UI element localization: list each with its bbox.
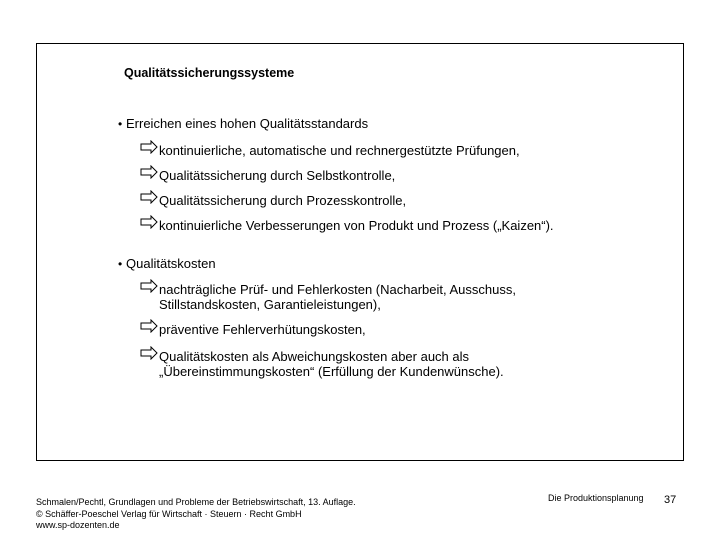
list-item (140, 322, 366, 337)
list-item-text: Qualitätssicherung durch Prozesskontrolle, (159, 193, 407, 208)
list-item-text: Qualitätskosten als Abweichungskosten aber auch als „Übereinstimmungskosten“ (Erfüllung der Kundenwünsche). (159, 349, 504, 379)
list-item-text: kontinuierliche Verbesserungen von Produkt und Prozess („Kaizen“). (159, 218, 554, 233)
arrow-right-icon (140, 165, 159, 179)
list-item (140, 193, 406, 208)
arrow-right-icon (140, 140, 159, 154)
bullet-icon: • (118, 117, 123, 131)
page-number: 37 (664, 494, 677, 506)
list-item (140, 168, 395, 183)
section-heading-quality-costs: • Qualitätskosten (118, 256, 216, 271)
list-item-text: Qualitätssicherung durch Selbstkontrolle, (159, 168, 396, 183)
footer-citation-line: Schmalen/Pechtl, Grundlagen und Probleme der Betriebswirtschaft, 13. Auflage. (36, 497, 356, 507)
arrow-right-icon (140, 346, 159, 360)
list-item (140, 143, 520, 158)
slide-frame (36, 43, 684, 461)
list-item-text: kontinuierliche, automatische und rechnergestützte Prüfungen, (159, 143, 520, 158)
list-item (140, 349, 504, 379)
bullet-icon: • (118, 257, 123, 271)
section-heading-quality-standards: • Erreichen eines hohen Qualitätsstandards (118, 116, 369, 131)
arrow-right-icon (140, 215, 159, 229)
footer-publisher-line: © Schäffer-Poeschel Verlag für Wirtschaft · Steuern · Recht GmbH (36, 508, 302, 519)
arrow-right-icon (140, 319, 159, 333)
footer-chapter: Die Produktionsplanung (548, 493, 644, 503)
list-item-text: nachträgliche Prüf- und Fehlerkosten (Nacharbeit, Ausschuss, Stillstandskosten, Garantieleistungen), (159, 282, 516, 312)
slide-title: Qualitätssicherungssysteme (124, 66, 295, 80)
list-item (140, 218, 554, 233)
footer-website: www.sp-dozenten.de (36, 520, 120, 530)
list-item (140, 282, 516, 312)
arrow-right-icon (140, 190, 159, 204)
arrow-right-icon (140, 279, 159, 293)
footer-citation (36, 497, 356, 532)
list-item-text: präventive Fehlerverhütungskosten, (159, 322, 366, 337)
